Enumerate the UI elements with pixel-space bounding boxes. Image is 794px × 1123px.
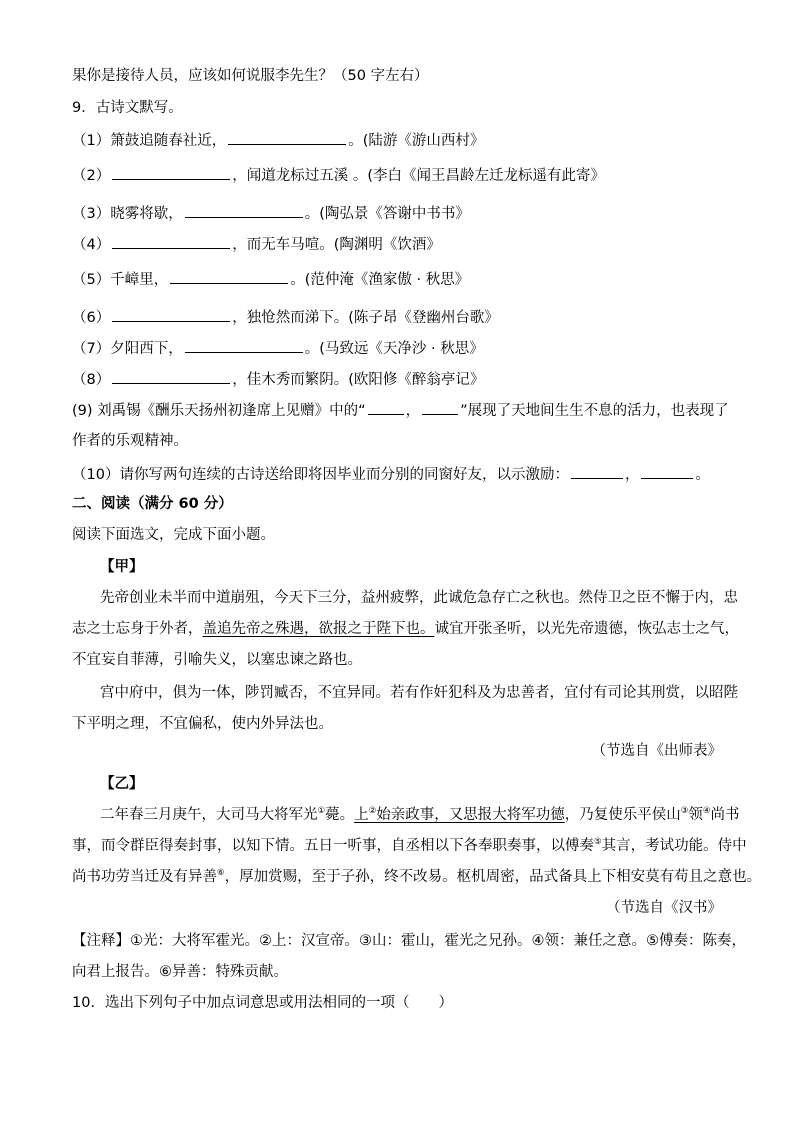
- question-9-5-prompt: （5）千嶂里，: [72, 272, 169, 288]
- answer-blank[interactable]: [228, 130, 346, 145]
- text-span: 尚书: [710, 807, 740, 823]
- footnote-marker: ②: [368, 806, 377, 817]
- question-9-3-source: 。(陶弘景《答谢中书书》: [304, 206, 470, 222]
- question-9-8: [72, 369, 484, 390]
- text-span: 始亲政事，又思报大将军功德: [376, 807, 565, 823]
- section-2-title: 二、阅读（满分 60 分）: [72, 496, 233, 512]
- question-9-7: [72, 338, 484, 359]
- question-9-6-prompt: （6）: [72, 310, 111, 326]
- underlined-sentence: [354, 807, 565, 823]
- question-9-10: [72, 464, 710, 485]
- text-span: 上: [354, 807, 369, 823]
- text-span: ，厚加赏赐，至于子孙，终不改易。枢机周密，品式备具上下相安莫有苟且之意也。: [224, 869, 762, 885]
- annotation-line: 向君上报告。⑥异善：特殊贡献。: [72, 964, 288, 980]
- question-9-4-prompt: （4）: [72, 237, 111, 253]
- answer-blank[interactable]: [641, 464, 693, 479]
- question-9-10-prompt: （10）请你写两句连续的古诗送给即将因毕业而分别的同窗好友，以示激励：: [72, 467, 569, 483]
- text-span: 志之士忘身于外者，: [72, 621, 203, 637]
- question-9-7-prompt: （7）夕阳西下，: [72, 341, 183, 357]
- reading-instruction: 阅读下面选文，完成下面小题。: [72, 527, 275, 543]
- question-9-4-source: ，而无车马喧。(陶渊明《饮酒》: [232, 237, 441, 253]
- question-10-title: 10．选出下列句子中加点词意思或用法相同的一项（ ）: [72, 995, 453, 1011]
- text-span: ，乃复使乐平侯山: [564, 807, 681, 823]
- question-9-2-source: ，闻道龙标过五溪 。(李白《闻王昌龄左迁龙标遥有此寄》: [232, 168, 605, 184]
- question-9-9-rest: ”展现了天地间生生不息的活力，也表现了: [460, 403, 729, 419]
- question-9-2: [72, 165, 605, 186]
- footnote-marker: ⑥: [217, 868, 225, 879]
- passage-jia-line: [72, 619, 739, 639]
- question-9-9: [72, 400, 729, 421]
- passage-jia-label: 【甲】: [100, 559, 144, 575]
- passage-jia-source: （节选自《出师表》: [591, 743, 722, 759]
- question-9-9-prompt: (9) 刘禹锡《酬乐天扬州初逢席上见赠》中的“: [72, 403, 366, 419]
- question-9-3-prompt: （3）晓雾将歇，: [72, 206, 183, 222]
- passage-jia-line: 宫中府中，俱为一体，陟罚臧否，不宜异同。若有作奸犯科及为忠善者，宜付有司论其刑赏，以昭陛: [100, 685, 738, 701]
- text-span: 尚书功劳当迁及有异善: [72, 869, 217, 885]
- passage-yi-line: [100, 805, 740, 825]
- question-9-6-source: ，独怆然而涕下。(陈子昂《登幽州台歌》: [232, 310, 499, 326]
- question-9-8-source: ，佳木秀而繁阴。(欧阳修《醉翁亭记》: [232, 372, 485, 388]
- question-9-1-source: 。(陆游《游山西村》: [348, 133, 485, 149]
- passage-yi-source: （节选自《汉书》: [606, 900, 722, 916]
- answer-blank[interactable]: [422, 400, 458, 415]
- period: 。: [695, 467, 710, 483]
- annotation-line: 【注释】①光：大将军霍光。②上：汉宣帝。③山：霍山，霍光之兄孙。④领：兼任之意。⑤傅奏：陈奏，: [72, 933, 746, 949]
- answer-blank[interactable]: [571, 464, 623, 479]
- footnote-marker: ③: [680, 806, 689, 817]
- footnote-marker: ①: [317, 806, 326, 817]
- text-span: 诚宜开张圣听，以光先帝遗德，恢弘志士之气，: [434, 621, 739, 637]
- question-9-1: [72, 130, 484, 151]
- answer-blank[interactable]: [112, 369, 230, 384]
- question-9-title: 9．古诗文默写。: [72, 100, 183, 116]
- comma: ，: [624, 467, 640, 483]
- footnote-marker: ④: [702, 806, 711, 817]
- text-span: 领: [688, 807, 703, 823]
- answer-blank[interactable]: [112, 307, 230, 322]
- question-9-6: [72, 307, 499, 328]
- passage-yi-label: 【乙】: [100, 776, 144, 792]
- question-9-5: [72, 269, 469, 290]
- question-9-8-prompt: （8）: [72, 372, 111, 388]
- answer-blank[interactable]: [112, 165, 230, 180]
- text-span: 二年春三月庚午，大司马大将军光: [100, 807, 318, 823]
- passage-jia-line: 不宜妄自菲薄，引喻失义，以塞忠谏之路也。: [72, 652, 362, 668]
- answer-blank[interactable]: [185, 338, 303, 353]
- question-8-tail: 果你是接待人员，应该如何说服李先生？（50 字左右）: [72, 68, 429, 84]
- comma: ，: [405, 403, 421, 419]
- text-span: 其言，考试功能。侍中: [601, 838, 747, 854]
- question-9-7-source: 。(马致远《天净沙 · 秋思》: [304, 341, 484, 357]
- answer-blank[interactable]: [185, 203, 303, 218]
- question-9-3: [72, 203, 470, 224]
- underlined-sentence: 盖追先帝之殊遇，欲报之于陛下也。: [202, 621, 435, 637]
- passage-yi-line: [72, 836, 747, 856]
- passage-yi-line: [72, 867, 761, 887]
- text-span: 事，而令群臣得奏封事，以知下情。五日一听事，自丞相以下各奉职奏事，以傅奏: [72, 838, 594, 854]
- question-9-5-source: 。(范仲淹《渔家傲 · 秋思》: [290, 272, 470, 288]
- answer-blank[interactable]: [368, 400, 404, 415]
- answer-blank[interactable]: [112, 234, 230, 249]
- text-span: 薨。: [325, 807, 355, 823]
- question-9-4: [72, 234, 441, 255]
- passage-jia-line: 下平明之理，不宜偏私，使内外异法也。: [72, 716, 333, 732]
- passage-jia-line: 先帝创业未半而中道崩殂，今天下三分，益州疲弊，此诚危急存亡之秋也。然侍卫之臣不懈于内，忠: [100, 590, 738, 606]
- question-9-1-prompt: （1）箫鼓追随春社近，: [72, 133, 227, 149]
- question-9-2-prompt: （2）: [72, 168, 111, 184]
- answer-blank[interactable]: [170, 269, 288, 284]
- footnote-marker: ⑤: [594, 837, 602, 848]
- question-9-9-cont: 作者的乐观精神。: [72, 433, 188, 449]
